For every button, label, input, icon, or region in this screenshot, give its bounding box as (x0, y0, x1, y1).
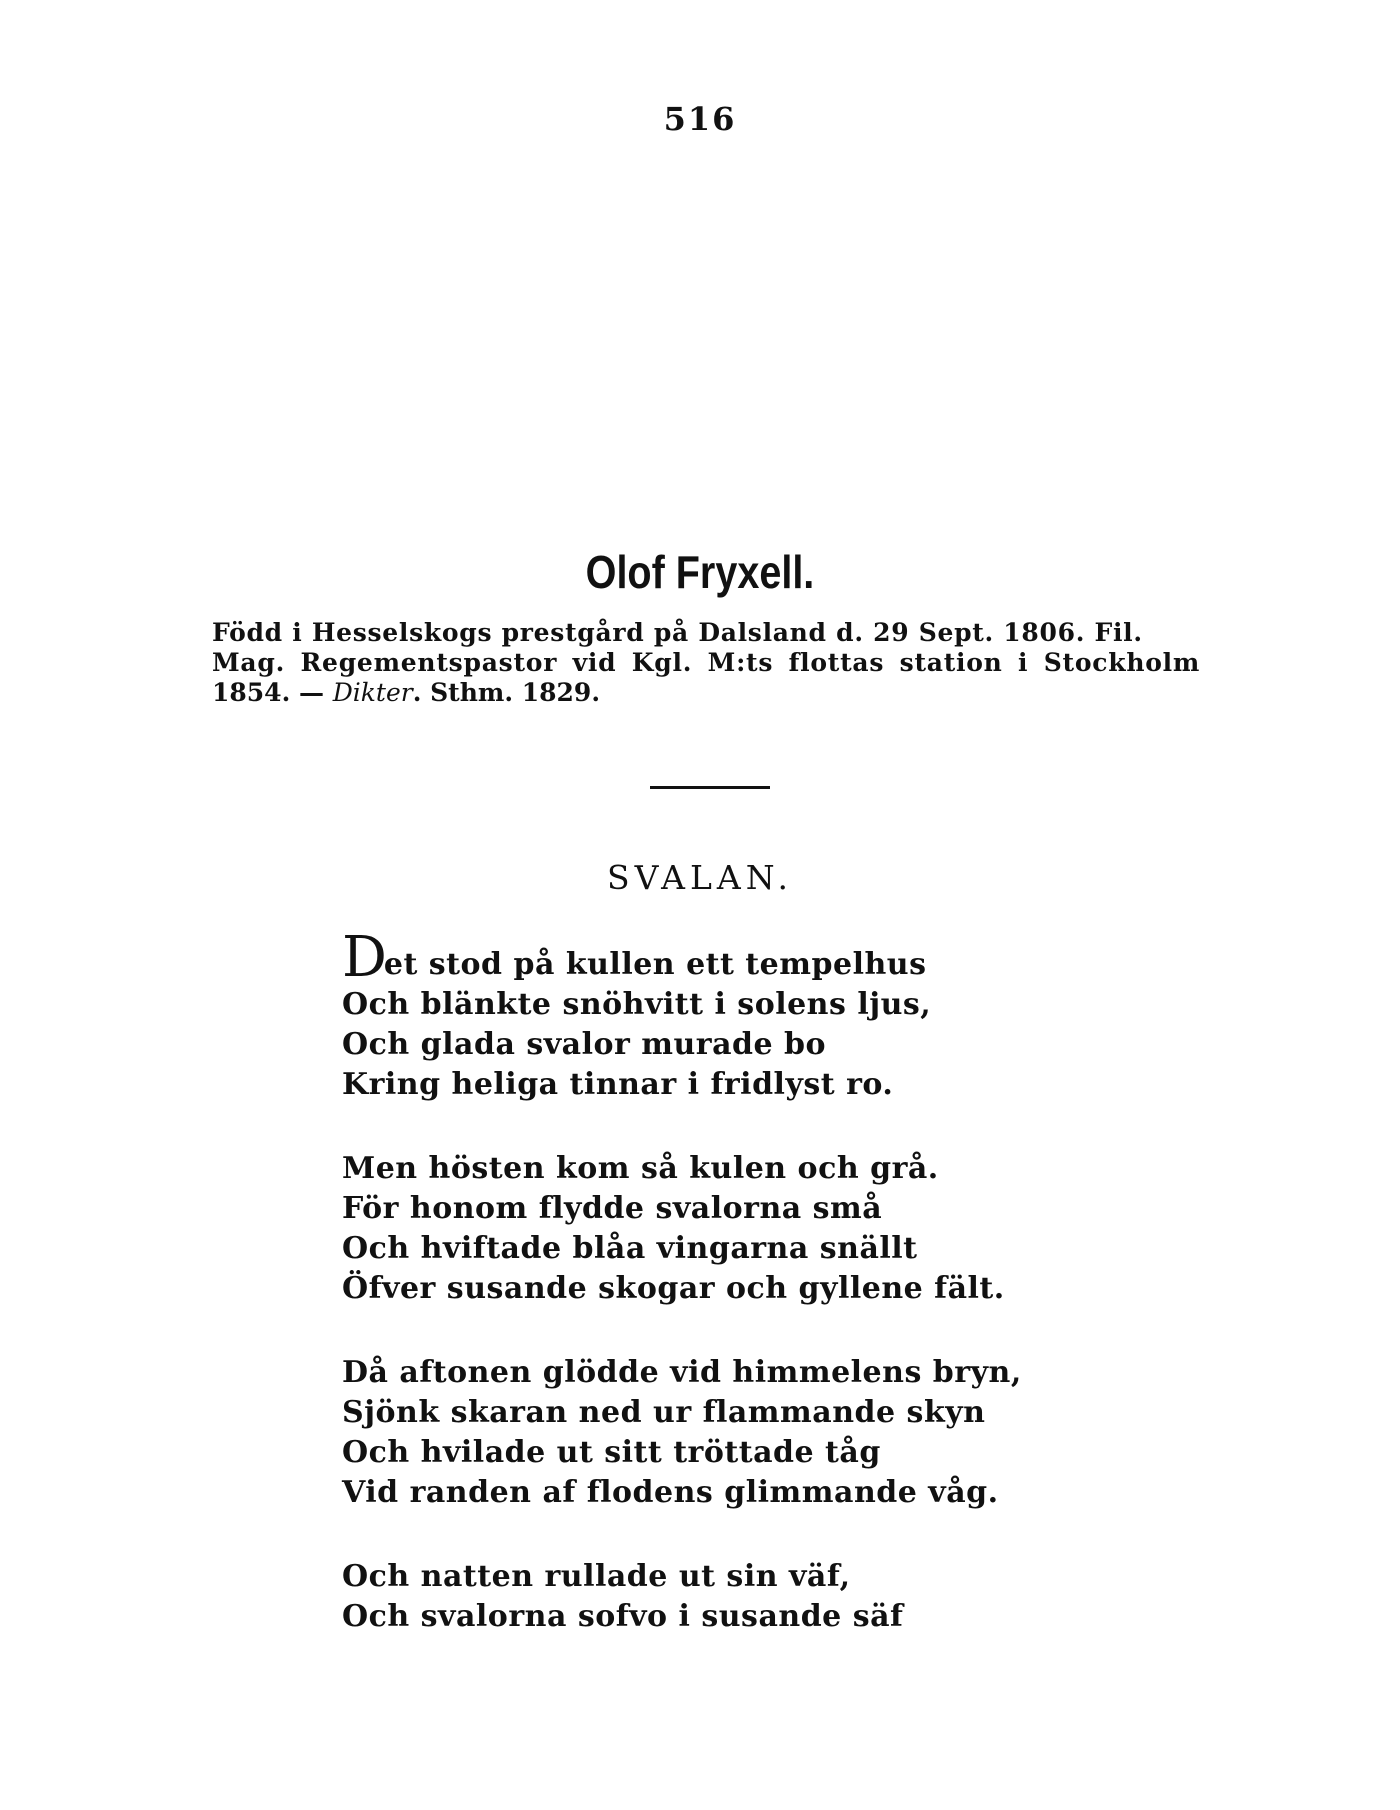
drop-cap: D (342, 925, 384, 990)
section-divider (650, 786, 770, 789)
bio-line-prefix: 1854. — (212, 678, 333, 707)
stanza (342, 1557, 1162, 1637)
bio-line: Mag. Regementspastor vid Kgl. M:ts flottas station i Stockholm (212, 648, 1201, 677)
verse-line: Och blänkte snöhvitt i solens ljus, (342, 987, 932, 1022)
work-title: Dikter (332, 678, 413, 707)
verse-line: Och glada svalor murade bo (342, 1027, 827, 1062)
verse-line: Och svalorna sofvo i susande säf (342, 1599, 904, 1634)
author-biography (212, 618, 1232, 708)
bio-line-suffix: . Sthm. 1829. (412, 678, 601, 707)
bio-line: Född i Hesselskogs prestgård på Dalsland d. 29 Sept. 1806. Fil. (212, 618, 1143, 647)
verse-line: Och natten rullade ut sin väf, (342, 1559, 851, 1594)
verse-line: Öfver susande skogar och gyllene fält. (342, 1271, 1005, 1306)
stanza (342, 1353, 1162, 1513)
stanza (342, 925, 1162, 1105)
verse-line: Och hvilade ut sitt tröttade tåg (342, 1435, 881, 1470)
verse-text: et stod på kullen ett tempelhus (383, 947, 927, 982)
verse-line: Då aftonen glödde vid himmelens bryn, (342, 1355, 1022, 1390)
verse-line: Vid randen af flodens glimmande våg. (342, 1475, 999, 1510)
poem-title: SVALAN. (606, 858, 794, 897)
page-number: 516 (663, 100, 737, 138)
author-heading: Olof Fryxell. (585, 546, 815, 598)
verse-line: Och hviftade blåa vingarna snällt (342, 1231, 918, 1266)
poem-body (342, 925, 1162, 1681)
stanza (342, 1149, 1162, 1309)
verse-line (342, 925, 1162, 990)
verse-line: Kring heliga tinnar i fridlyst ro. (342, 1067, 894, 1102)
bio-line (212, 678, 1232, 708)
verse-line: För honom flydde svalorna små (342, 1191, 883, 1226)
verse-line: Sjönk skaran ned ur flammande skyn (342, 1395, 986, 1430)
verse-line: Men hösten kom så kulen och grå. (342, 1151, 939, 1186)
